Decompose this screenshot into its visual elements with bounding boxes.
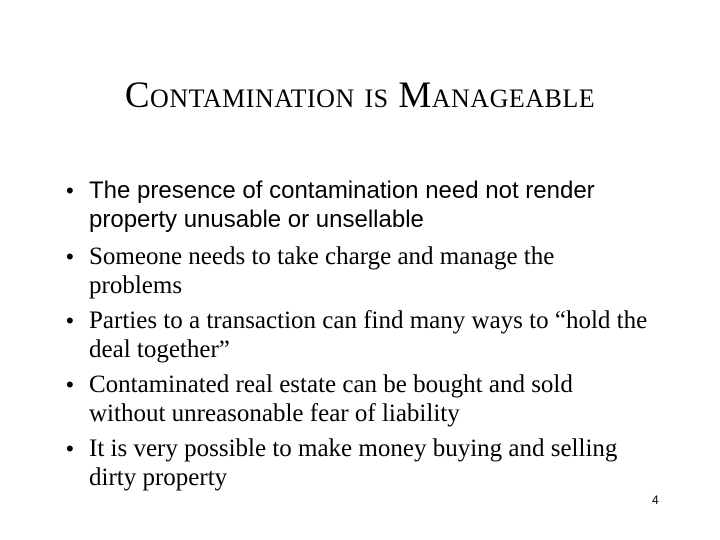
- bullet-marker: •: [66, 436, 74, 461]
- bullet-marker: •: [66, 178, 74, 203]
- bullet-item: [0, 370, 720, 428]
- page-number: 4: [652, 493, 659, 507]
- bullet-item: [0, 434, 720, 492]
- bullet-marker: •: [66, 308, 74, 333]
- bullet-marker: •: [66, 244, 74, 269]
- bullet-text: Contaminated real estate can be bought and sold without unreasonable fear of liability: [89, 371, 573, 427]
- bullet-text: It is very possible to make money buying and selling dirty property: [89, 435, 618, 491]
- bullet-text: Someone needs to take charge and manage the problems: [89, 243, 555, 299]
- bullet-marker: •: [66, 372, 74, 397]
- slide-title: Contamination is Manageable: [124, 75, 596, 116]
- bullet-text: Parties to a transaction can find many ways to “hold the deal together”: [89, 307, 648, 363]
- bullet-item: [0, 306, 720, 364]
- bullet-list: [0, 176, 720, 492]
- bullet-text: The presence of contamination need not render property unusable or unsellable: [89, 177, 595, 233]
- bullet-item: [0, 176, 720, 234]
- bullet-item: [0, 242, 720, 300]
